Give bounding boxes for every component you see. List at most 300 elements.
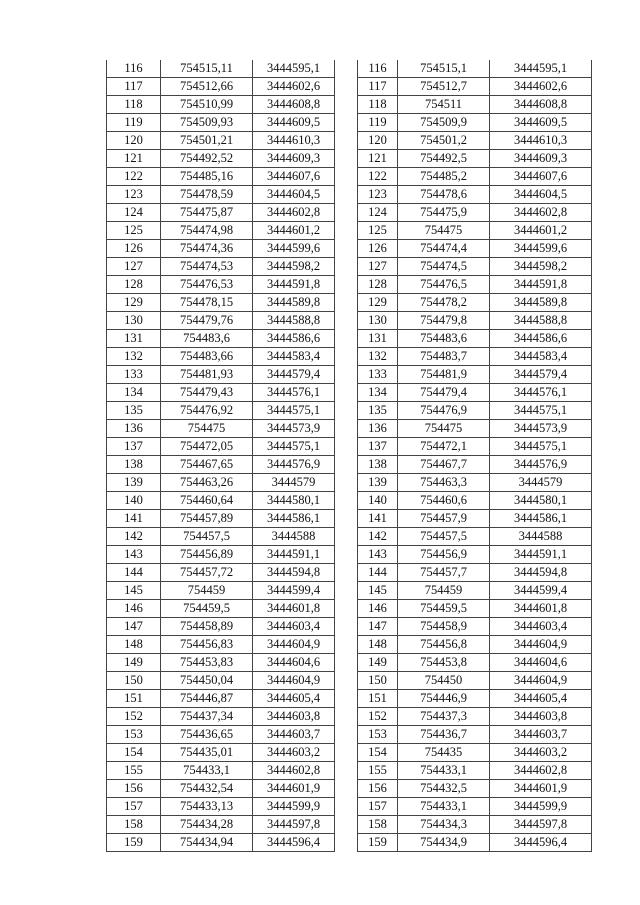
y-coordinate-cell: 3444576,1: [490, 384, 592, 402]
y-coordinate-cell: 3444602,8: [253, 762, 335, 780]
x-coordinate-cell: 754437,34: [161, 708, 253, 726]
x-coordinate-cell: 754512,7: [398, 78, 490, 96]
point-number-cell: 143: [107, 546, 161, 564]
x-coordinate-cell: 754456,8: [398, 636, 490, 654]
table-row: [107, 168, 335, 186]
y-coordinate-cell: 3444601,8: [253, 600, 335, 618]
table-row: [107, 564, 335, 582]
y-coordinate-cell: 3444595,1: [490, 60, 592, 78]
x-coordinate-cell: 754474,5: [398, 258, 490, 276]
y-coordinate-cell: 3444579,4: [253, 366, 335, 384]
y-coordinate-cell: 3444575,1: [253, 402, 335, 420]
y-coordinate-cell: 3444603,7: [253, 726, 335, 744]
x-coordinate-cell: 754467,7: [398, 456, 490, 474]
point-number-cell: 137: [358, 438, 398, 456]
point-number-cell: 156: [107, 780, 161, 798]
point-number-cell: 152: [358, 708, 398, 726]
y-coordinate-cell: 3444594,8: [490, 564, 592, 582]
x-coordinate-cell: 754463,26: [161, 474, 253, 492]
x-coordinate-cell: 754467,65: [161, 456, 253, 474]
x-coordinate-cell: 754456,9: [398, 546, 490, 564]
point-number-cell: 123: [358, 186, 398, 204]
y-coordinate-cell: 3444589,8: [253, 294, 335, 312]
point-number-cell: 151: [107, 690, 161, 708]
x-coordinate-cell: 754478,6: [398, 186, 490, 204]
x-coordinate-cell: 754478,15: [161, 294, 253, 312]
point-number-cell: 128: [358, 276, 398, 294]
point-number-cell: 122: [107, 168, 161, 186]
x-coordinate-cell: 754432,5: [398, 780, 490, 798]
coordinates-table-left: [106, 60, 335, 852]
y-coordinate-cell: 3444603,8: [490, 708, 592, 726]
table-row: [358, 150, 592, 168]
point-number-cell: 120: [107, 132, 161, 150]
table-row: [358, 636, 592, 654]
x-coordinate-cell: 754434,94: [161, 834, 253, 852]
x-coordinate-cell: 754509,93: [161, 114, 253, 132]
x-coordinate-cell: 754509,9: [398, 114, 490, 132]
x-coordinate-cell: 754457,89: [161, 510, 253, 528]
y-coordinate-cell: 3444575,1: [253, 438, 335, 456]
y-coordinate-cell: 3444603,8: [253, 708, 335, 726]
y-coordinate-cell: 3444603,2: [253, 744, 335, 762]
x-coordinate-cell: 754456,83: [161, 636, 253, 654]
y-coordinate-cell: 3444586,6: [490, 330, 592, 348]
table-row: [107, 546, 335, 564]
table-row: [358, 438, 592, 456]
y-coordinate-cell: 3444591,8: [253, 276, 335, 294]
y-coordinate-cell: 3444576,9: [253, 456, 335, 474]
table-row: [107, 726, 335, 744]
y-coordinate-cell: 3444604,9: [253, 636, 335, 654]
point-number-cell: 124: [107, 204, 161, 222]
x-coordinate-cell: 754457,9: [398, 510, 490, 528]
table-row: [107, 222, 335, 240]
x-coordinate-cell: 754432,54: [161, 780, 253, 798]
point-number-cell: 135: [358, 402, 398, 420]
x-coordinate-cell: 754433,1: [398, 798, 490, 816]
x-coordinate-cell: 754475: [161, 420, 253, 438]
x-coordinate-cell: 754501,21: [161, 132, 253, 150]
x-coordinate-cell: 754453,8: [398, 654, 490, 672]
table-row: [358, 348, 592, 366]
x-coordinate-cell: 754478,2: [398, 294, 490, 312]
table-row: [358, 96, 592, 114]
table-row: [107, 492, 335, 510]
y-coordinate-cell: 3444575,1: [490, 438, 592, 456]
table-row: [358, 690, 592, 708]
x-coordinate-cell: 754515,11: [161, 60, 253, 78]
y-coordinate-cell: 3444575,1: [490, 402, 592, 420]
table-row: [107, 60, 335, 78]
point-number-cell: 116: [358, 60, 398, 78]
point-number-cell: 129: [358, 294, 398, 312]
table-row: [358, 276, 592, 294]
table-row: [358, 168, 592, 186]
y-coordinate-cell: 3444602,6: [253, 78, 335, 96]
y-coordinate-cell: 3444595,1: [253, 60, 335, 78]
point-number-cell: 133: [358, 366, 398, 384]
y-coordinate-cell: 3444604,9: [490, 636, 592, 654]
table-row: [358, 474, 592, 492]
table-row: [107, 348, 335, 366]
y-coordinate-cell: 3444601,8: [490, 600, 592, 618]
table-row: [107, 582, 335, 600]
x-coordinate-cell: 754460,6: [398, 492, 490, 510]
y-coordinate-cell: 3444596,4: [490, 834, 592, 852]
y-coordinate-cell: 3444573,9: [253, 420, 335, 438]
point-number-cell: 148: [358, 636, 398, 654]
x-coordinate-cell: 754483,7: [398, 348, 490, 366]
y-coordinate-cell: 3444588: [490, 528, 592, 546]
point-number-cell: 122: [358, 168, 398, 186]
y-coordinate-cell: 3444609,3: [490, 150, 592, 168]
table-row: [107, 834, 335, 852]
y-coordinate-cell: 3444605,4: [490, 690, 592, 708]
table-row: [107, 402, 335, 420]
y-coordinate-cell: 3444586,1: [490, 510, 592, 528]
table-row: [107, 384, 335, 402]
point-number-cell: 140: [358, 492, 398, 510]
y-coordinate-cell: 3444604,5: [490, 186, 592, 204]
table-row: [358, 60, 592, 78]
y-coordinate-cell: 3444601,9: [490, 780, 592, 798]
table-row: [107, 438, 335, 456]
point-number-cell: 128: [107, 276, 161, 294]
point-number-cell: 146: [358, 600, 398, 618]
y-coordinate-cell: 3444604,9: [490, 672, 592, 690]
point-number-cell: 150: [358, 672, 398, 690]
y-coordinate-cell: 3444588,8: [490, 312, 592, 330]
y-coordinate-cell: 3444605,4: [253, 690, 335, 708]
table-row: [358, 366, 592, 384]
table-row: [107, 600, 335, 618]
point-number-cell: 131: [358, 330, 398, 348]
x-coordinate-cell: 754485,2: [398, 168, 490, 186]
y-coordinate-cell: 3444608,8: [490, 96, 592, 114]
table-row: [107, 672, 335, 690]
point-number-cell: 121: [358, 150, 398, 168]
x-coordinate-cell: 754476,9: [398, 402, 490, 420]
table-row: [358, 78, 592, 96]
y-coordinate-cell: 3444583,4: [490, 348, 592, 366]
y-coordinate-cell: 3444591,1: [490, 546, 592, 564]
point-number-cell: 154: [358, 744, 398, 762]
table-row: [358, 186, 592, 204]
x-coordinate-cell: 754459,5: [398, 600, 490, 618]
x-coordinate-cell: 754459: [398, 582, 490, 600]
y-coordinate-cell: 3444608,8: [253, 96, 335, 114]
point-number-cell: 153: [358, 726, 398, 744]
x-coordinate-cell: 754460,64: [161, 492, 253, 510]
point-number-cell: 136: [358, 420, 398, 438]
x-coordinate-cell: 754481,9: [398, 366, 490, 384]
x-coordinate-cell: 754474,98: [161, 222, 253, 240]
y-coordinate-cell: 3444603,4: [490, 618, 592, 636]
table-row: [358, 672, 592, 690]
x-coordinate-cell: 754483,6: [398, 330, 490, 348]
point-number-cell: 121: [107, 150, 161, 168]
table-row: [107, 816, 335, 834]
point-number-cell: 157: [107, 798, 161, 816]
y-coordinate-cell: 3444601,9: [253, 780, 335, 798]
point-number-cell: 116: [107, 60, 161, 78]
table-row: [358, 132, 592, 150]
x-coordinate-cell: 754512,66: [161, 78, 253, 96]
point-number-cell: 141: [107, 510, 161, 528]
x-coordinate-cell: 754457,5: [161, 528, 253, 546]
y-coordinate-cell: 3444602,8: [253, 204, 335, 222]
point-number-cell: 155: [107, 762, 161, 780]
y-coordinate-cell: 3444599,6: [253, 240, 335, 258]
point-number-cell: 132: [358, 348, 398, 366]
x-coordinate-cell: 754481,93: [161, 366, 253, 384]
point-number-cell: 140: [107, 492, 161, 510]
point-number-cell: 129: [107, 294, 161, 312]
x-coordinate-cell: 754476,53: [161, 276, 253, 294]
x-coordinate-cell: 754485,16: [161, 168, 253, 186]
point-number-cell: 118: [358, 96, 398, 114]
y-coordinate-cell: 3444597,8: [490, 816, 592, 834]
y-coordinate-cell: 3444579: [490, 474, 592, 492]
point-number-cell: 145: [358, 582, 398, 600]
y-coordinate-cell: 3444602,8: [490, 762, 592, 780]
y-coordinate-cell: 3444601,2: [490, 222, 592, 240]
point-number-cell: 126: [358, 240, 398, 258]
point-number-cell: 135: [107, 402, 161, 420]
point-number-cell: 138: [358, 456, 398, 474]
table-row: [358, 456, 592, 474]
y-coordinate-cell: 3444588,8: [253, 312, 335, 330]
table-row: [107, 132, 335, 150]
table-row: [107, 762, 335, 780]
y-coordinate-cell: 3444583,4: [253, 348, 335, 366]
x-coordinate-cell: 754475,87: [161, 204, 253, 222]
table-row: [358, 510, 592, 528]
table-row: [107, 114, 335, 132]
y-coordinate-cell: 3444610,3: [490, 132, 592, 150]
table-row: [358, 816, 592, 834]
coordinates-table-right: [357, 60, 592, 852]
point-number-cell: 159: [358, 834, 398, 852]
x-coordinate-cell: 754458,9: [398, 618, 490, 636]
x-coordinate-cell: 754510,99: [161, 96, 253, 114]
x-coordinate-cell: 754434,9: [398, 834, 490, 852]
point-number-cell: 149: [107, 654, 161, 672]
y-coordinate-cell: 3444598,2: [490, 258, 592, 276]
y-coordinate-cell: 3444607,6: [490, 168, 592, 186]
point-number-cell: 159: [107, 834, 161, 852]
x-coordinate-cell: 754453,83: [161, 654, 253, 672]
point-number-cell: 132: [107, 348, 161, 366]
x-coordinate-cell: 754435: [398, 744, 490, 762]
y-coordinate-cell: 3444599,9: [490, 798, 592, 816]
y-coordinate-cell: 3444603,2: [490, 744, 592, 762]
x-coordinate-cell: 754433,13: [161, 798, 253, 816]
x-coordinate-cell: 754459: [161, 582, 253, 600]
table-row: [358, 492, 592, 510]
y-coordinate-cell: 3444602,8: [490, 204, 592, 222]
y-coordinate-cell: 3444588: [253, 528, 335, 546]
point-number-cell: 158: [107, 816, 161, 834]
x-coordinate-cell: 754457,7: [398, 564, 490, 582]
table-row: [107, 654, 335, 672]
x-coordinate-cell: 754446,87: [161, 690, 253, 708]
table-row: [107, 96, 335, 114]
y-coordinate-cell: 3444601,2: [253, 222, 335, 240]
y-coordinate-cell: 3444586,1: [253, 510, 335, 528]
y-coordinate-cell: 3444579: [253, 474, 335, 492]
table-row: [107, 744, 335, 762]
x-coordinate-cell: 754511: [398, 96, 490, 114]
point-number-cell: 155: [358, 762, 398, 780]
table-row: [358, 582, 592, 600]
y-coordinate-cell: 3444573,9: [490, 420, 592, 438]
y-coordinate-cell: 3444576,9: [490, 456, 592, 474]
table-row: [107, 186, 335, 204]
table-row: [107, 330, 335, 348]
table-row: [107, 258, 335, 276]
point-number-cell: 127: [107, 258, 161, 276]
y-coordinate-cell: 3444598,2: [253, 258, 335, 276]
table-row: [107, 78, 335, 96]
table-row: [107, 798, 335, 816]
point-number-cell: 148: [107, 636, 161, 654]
y-coordinate-cell: 3444579,4: [490, 366, 592, 384]
point-number-cell: 130: [107, 312, 161, 330]
table-row: [107, 312, 335, 330]
point-number-cell: 136: [107, 420, 161, 438]
y-coordinate-cell: 3444603,4: [253, 618, 335, 636]
table-row: [358, 114, 592, 132]
point-number-cell: 152: [107, 708, 161, 726]
y-coordinate-cell: 3444604,6: [253, 654, 335, 672]
x-coordinate-cell: 754437,3: [398, 708, 490, 726]
x-coordinate-cell: 754472,1: [398, 438, 490, 456]
x-coordinate-cell: 754459,5: [161, 600, 253, 618]
y-coordinate-cell: 3444610,3: [253, 132, 335, 150]
table-row: [107, 528, 335, 546]
point-number-cell: 158: [358, 816, 398, 834]
point-number-cell: 144: [107, 564, 161, 582]
table-row: [107, 240, 335, 258]
y-coordinate-cell: 3444594,8: [253, 564, 335, 582]
x-coordinate-cell: 754479,4: [398, 384, 490, 402]
point-number-cell: 157: [358, 798, 398, 816]
point-number-cell: 147: [358, 618, 398, 636]
table-row: [358, 258, 592, 276]
x-coordinate-cell: 754458,89: [161, 618, 253, 636]
x-coordinate-cell: 754479,76: [161, 312, 253, 330]
x-coordinate-cell: 754475: [398, 222, 490, 240]
table-row: [107, 780, 335, 798]
table-row: [107, 456, 335, 474]
x-coordinate-cell: 754463,3: [398, 474, 490, 492]
y-coordinate-cell: 3444597,8: [253, 816, 335, 834]
y-coordinate-cell: 3444599,6: [490, 240, 592, 258]
table-row: [107, 204, 335, 222]
table-row: [358, 798, 592, 816]
table-row: [358, 834, 592, 852]
y-coordinate-cell: 3444589,8: [490, 294, 592, 312]
y-coordinate-cell: 3444609,5: [253, 114, 335, 132]
point-number-cell: 119: [107, 114, 161, 132]
point-number-cell: 119: [358, 114, 398, 132]
table-row: [358, 744, 592, 762]
x-coordinate-cell: 754457,72: [161, 564, 253, 582]
x-coordinate-cell: 754472,05: [161, 438, 253, 456]
point-number-cell: 125: [107, 222, 161, 240]
table-row: [358, 618, 592, 636]
x-coordinate-cell: 754450,04: [161, 672, 253, 690]
point-number-cell: 133: [107, 366, 161, 384]
point-number-cell: 143: [358, 546, 398, 564]
y-coordinate-cell: 3444602,6: [490, 78, 592, 96]
table-row: [107, 708, 335, 726]
x-coordinate-cell: 754436,7: [398, 726, 490, 744]
point-number-cell: 134: [107, 384, 161, 402]
y-coordinate-cell: 3444604,5: [253, 186, 335, 204]
x-coordinate-cell: 754457,5: [398, 528, 490, 546]
table-row: [107, 420, 335, 438]
point-number-cell: 125: [358, 222, 398, 240]
y-coordinate-cell: 3444609,5: [490, 114, 592, 132]
y-coordinate-cell: 3444599,4: [490, 582, 592, 600]
y-coordinate-cell: 3444607,6: [253, 168, 335, 186]
table-row: [107, 690, 335, 708]
table-row: [358, 330, 592, 348]
table-row: [358, 654, 592, 672]
table-row: [358, 708, 592, 726]
point-number-cell: 146: [107, 600, 161, 618]
point-number-cell: 130: [358, 312, 398, 330]
point-number-cell: 150: [107, 672, 161, 690]
x-coordinate-cell: 754434,28: [161, 816, 253, 834]
point-number-cell: 120: [358, 132, 398, 150]
point-number-cell: 124: [358, 204, 398, 222]
x-coordinate-cell: 754446,9: [398, 690, 490, 708]
table-row: [358, 204, 592, 222]
x-coordinate-cell: 754433,1: [398, 762, 490, 780]
coordinates-table-right-body: [358, 60, 592, 852]
y-coordinate-cell: 3444580,1: [253, 492, 335, 510]
coordinates-table-left-body: [107, 60, 335, 852]
y-coordinate-cell: 3444603,7: [490, 726, 592, 744]
table-row: [358, 600, 592, 618]
y-coordinate-cell: 3444604,6: [490, 654, 592, 672]
x-coordinate-cell: 754435,01: [161, 744, 253, 762]
point-number-cell: 123: [107, 186, 161, 204]
table-row: [358, 294, 592, 312]
point-number-cell: 138: [107, 456, 161, 474]
y-coordinate-cell: 3444596,4: [253, 834, 335, 852]
point-number-cell: 141: [358, 510, 398, 528]
x-coordinate-cell: 754492,5: [398, 150, 490, 168]
point-number-cell: 126: [107, 240, 161, 258]
point-number-cell: 156: [358, 780, 398, 798]
y-coordinate-cell: 3444591,8: [490, 276, 592, 294]
x-coordinate-cell: 754474,53: [161, 258, 253, 276]
point-number-cell: 151: [358, 690, 398, 708]
x-coordinate-cell: 754479,8: [398, 312, 490, 330]
table-row: [358, 384, 592, 402]
x-coordinate-cell: 754476,92: [161, 402, 253, 420]
x-coordinate-cell: 754492,52: [161, 150, 253, 168]
y-coordinate-cell: 3444580,1: [490, 492, 592, 510]
point-number-cell: 139: [358, 474, 398, 492]
x-coordinate-cell: 754501,2: [398, 132, 490, 150]
y-coordinate-cell: 3444576,1: [253, 384, 335, 402]
